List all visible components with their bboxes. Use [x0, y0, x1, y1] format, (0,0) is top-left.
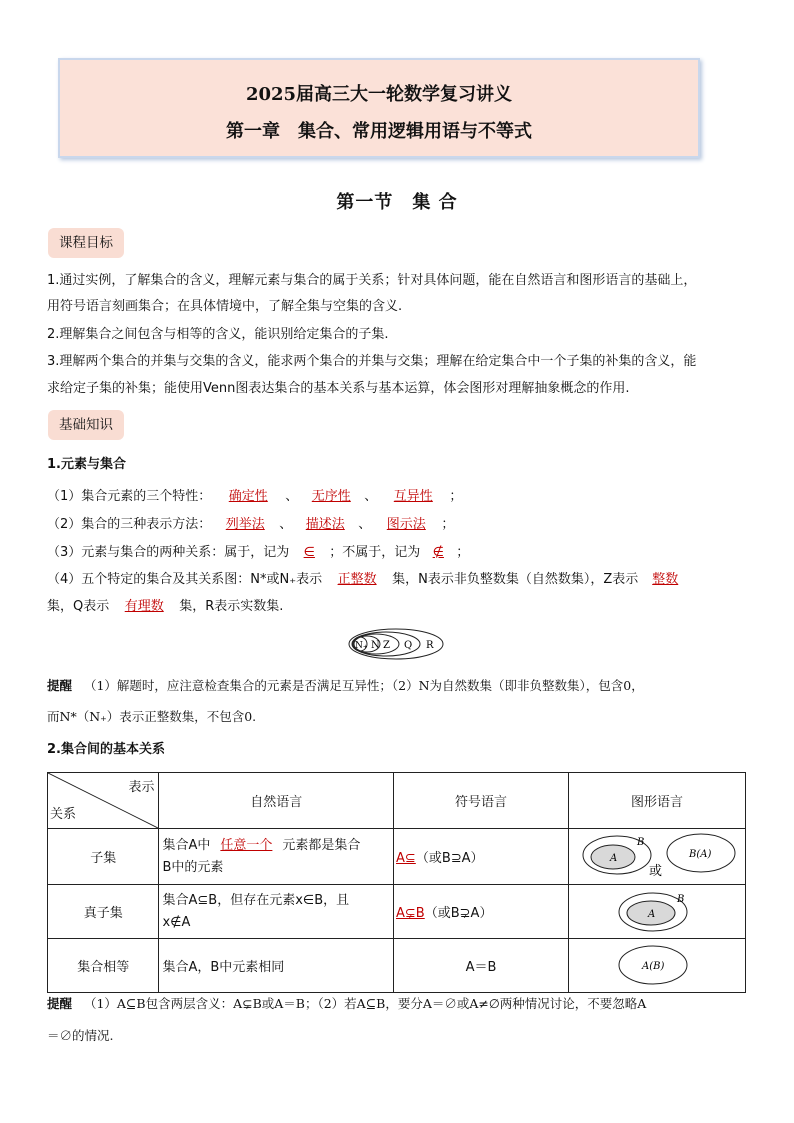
end-mark: ；: [456, 545, 470, 560]
end-mark: ；: [449, 489, 463, 504]
end-mark: ；: [441, 517, 455, 532]
text: （或B⊇A）: [415, 851, 484, 866]
figure-cell: [569, 885, 746, 939]
text: 元素都是集合: [282, 837, 361, 853]
separator: 、: [285, 489, 299, 504]
set-label: B: [637, 836, 645, 848]
figure-cell: [569, 939, 746, 993]
goal-2: 2.理解集合之间包含与相等的含义，能识别给定集合的子集.: [47, 327, 389, 342]
reminder-label: 提醒: [47, 996, 73, 1011]
reminder-1-cont: 而N*（N₊）表示正整数集，不包含0.: [47, 709, 257, 724]
relations-table: [47, 772, 746, 993]
answer-blank: 互异性: [393, 489, 433, 504]
goal-1a: 1.通过实例，了解集合的含义，理解元素与集合的属于关系；针对具体问题，能在自然语言和图形语言的基础上，: [47, 273, 697, 288]
set-label: A(B): [642, 960, 665, 972]
table-row: [48, 829, 746, 885]
tag-basic-knowledge: 基础知识: [48, 410, 124, 440]
column-header: 自然语言: [159, 773, 394, 829]
text: x∉A: [162, 914, 191, 930]
venn-label: Z: [383, 640, 390, 651]
goal-3b: 求给定子集的补集；能使用Venn图表达集合的基本关系与基本运算，体会图形对理解抽象概念的作用.: [47, 381, 630, 396]
table-row: [48, 939, 746, 993]
text: （或B⊋A）: [424, 906, 493, 921]
symbol-cell: [394, 885, 569, 939]
label: 集，N表示非负整数集（自然数集），Z表示: [392, 572, 639, 587]
label: （3）元素与集合的两种关系：属于，记为: [47, 545, 290, 560]
venn-label: N: [371, 640, 380, 651]
line-special-sets-cont: [47, 594, 283, 620]
label: ；不属于，记为: [329, 545, 421, 560]
answer-blank: 无序性: [311, 489, 351, 504]
figure-cell: [569, 829, 746, 885]
separator: 、: [279, 517, 293, 532]
reminder-text: （1）解题时，应注意检查集合的元素是否满足互异性；（2）N为自然数集（即非负整数集），包含0，: [83, 678, 644, 693]
set-label: B: [677, 893, 685, 905]
set-label: A: [648, 908, 656, 920]
number-sets-venn-diagram: [346, 626, 446, 662]
heading-set-relations: 2.集合间的基本关系: [47, 742, 165, 757]
line-three-representations: [47, 512, 454, 538]
column-header: 图形语言: [569, 773, 746, 829]
table-row: [48, 885, 746, 939]
separator: 、: [358, 517, 372, 532]
doc-title: 2025届高三大一轮数学复习讲义: [245, 84, 513, 105]
answer-blank: 确定性: [228, 489, 268, 504]
or-label: 或: [649, 863, 663, 879]
set-label: A: [610, 852, 618, 864]
line-three-properties: [47, 484, 462, 510]
table-header-row: [48, 773, 746, 829]
corner-bottom-label: 关系: [50, 807, 77, 822]
relation-name: 子集: [48, 829, 159, 885]
subset-venn-diagram: [575, 831, 745, 883]
answer-blank: 描述法: [305, 517, 345, 532]
header-banner: [58, 58, 700, 158]
answer-blank: A⊆: [396, 851, 416, 866]
answer-blank: 列举法: [225, 517, 265, 532]
text: 集合A⊆B，但存在元素x∈B，且: [162, 892, 350, 908]
heading-elements-sets: 1.元素与集合: [47, 457, 126, 472]
proper-subset-venn-diagram: [569, 887, 739, 937]
answer-blank: 任意一个: [220, 837, 273, 853]
answer-blank: 图示法: [386, 517, 426, 532]
reminder-2: [47, 990, 646, 1018]
answer-blank: 有理数: [124, 599, 164, 614]
natural-language-cell: [159, 885, 394, 939]
text: 集合A中: [162, 837, 211, 853]
text: B中的元素: [162, 859, 224, 875]
corner-cell: [48, 773, 159, 829]
equal-sets-venn-diagram: [569, 941, 739, 991]
venn-label: Q: [404, 640, 413, 651]
symbol-cell: [394, 829, 569, 885]
label: （4）五个特定的集合及其关系图：N*或N₊表示: [47, 572, 323, 587]
reminder-label: 提醒: [47, 678, 73, 693]
answer-blank: 正整数: [337, 572, 377, 587]
line-membership: [47, 540, 469, 566]
answer-blank: ∉: [432, 545, 444, 560]
column-header: 符号语言: [394, 773, 569, 829]
corner-top-label: 表示: [128, 780, 155, 795]
answer-blank: 整数: [652, 572, 679, 587]
reminder-2-cont: ＝∅的情况.: [47, 1028, 114, 1043]
label: （1）集合元素的三个特性：: [47, 489, 212, 504]
goal-1b: 用符号语言刻画集合；在具体情境中，了解全集与空集的含义.: [47, 299, 403, 314]
label: （2）集合的三种表示方法：: [47, 517, 212, 532]
goal-3a: 3.理解两个集合的并集与交集的含义，能求两个集合的并集与交集；理解在给定集合中一个子集的补集的含义，能: [47, 354, 697, 369]
line-special-sets: [47, 567, 692, 593]
section-title: 第一节 集 合: [336, 192, 458, 213]
answer-blank: A⊊B: [396, 906, 425, 921]
venn-label: N₊: [355, 641, 368, 651]
reminder-1: [47, 672, 644, 700]
relation-name: 真子集: [48, 885, 159, 939]
reminder-text: （1）A⊆B包含两层含义：A⊊B或A＝B；（2）若A⊆B，要分A＝∅或A≠∅两种情况讨论，不要忽略A: [83, 996, 647, 1011]
separator: 、: [364, 489, 378, 504]
answer-blank: ∈: [303, 545, 315, 560]
venn-label: R: [426, 640, 434, 651]
label: 集，Q表示: [47, 599, 110, 614]
natural-language-cell: 集合A，B中元素相同: [159, 939, 394, 993]
label: 集，R表示实数集.: [179, 599, 284, 614]
relation-name: 集合相等: [48, 939, 159, 993]
tag-course-goals: 课程目标: [48, 228, 124, 258]
natural-language-cell: [159, 829, 394, 885]
chapter-title: 第一章 集合、常用逻辑用语与不等式: [226, 121, 532, 142]
set-label: B(A): [689, 848, 712, 860]
symbol-cell: A＝B: [394, 939, 569, 993]
